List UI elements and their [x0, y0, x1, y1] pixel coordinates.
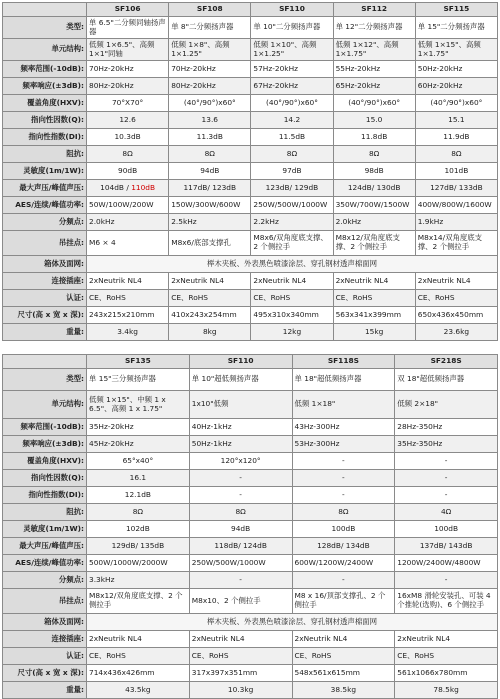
spec-row — [3, 436, 498, 453]
spec-cell: 410x243x254mm — [169, 307, 251, 324]
spec-cell: 35Hz-350Hz — [395, 436, 498, 453]
spec-cell: 123dB/ 129dB — [251, 180, 333, 197]
spec-cell: M8x12/双角度底支撑、2 个侧拉手 — [87, 589, 190, 614]
spec-cell: CE、RoHS — [292, 648, 395, 665]
spec-cell: - — [292, 572, 395, 589]
spec-cell — [87, 180, 169, 197]
spec-cell: 11.5dB — [251, 129, 333, 146]
spec-cell: 67Hz-20kHz — [251, 78, 333, 95]
spec-cell: 563x341x399mm — [333, 307, 415, 324]
spec-cell: CE、RoHS — [189, 648, 292, 665]
spec-cell: 8Ω — [189, 504, 292, 521]
row-label: 覆盖角度(HXV): — [3, 95, 87, 112]
row-label: 最大声压/峰值声压: — [3, 180, 87, 197]
spec-cell: M8x6/双角度底支撑、2 个侧拉手 — [251, 231, 333, 256]
spec-cell: 8Ω — [87, 146, 169, 163]
spec-row — [3, 648, 498, 665]
row-label: 尺寸(高 x 宽 x 深): — [3, 665, 87, 682]
model-header-sf118s: SF118S — [292, 355, 395, 369]
spec-row — [3, 504, 498, 521]
spec-row — [3, 521, 498, 538]
row-label: AES/连续/峰值功率: — [3, 555, 87, 572]
row-label: 重量: — [3, 324, 87, 341]
enclosure-value: 榉木夹板、外表黑色喷漆涂层、穿孔钢材透声棉面网 — [87, 614, 498, 631]
spec-cell: 低频 1×10"、高频 1×1.25" — [251, 39, 333, 61]
spec-cell: 1200W/2400W/4800W — [395, 555, 498, 572]
spec-cell: 12kg — [251, 324, 333, 341]
spec-row — [3, 614, 498, 631]
spec-cell: - — [189, 572, 292, 589]
spec-cell: 94dB — [169, 163, 251, 180]
spec-cell: 单 10"二分频扬声器 — [251, 17, 333, 39]
spec-cell: 16.1 — [87, 470, 190, 487]
spec-cell: 8Ω — [251, 146, 333, 163]
spec-cell: 600W/1200W/2400W — [292, 555, 395, 572]
spec-row — [3, 129, 498, 146]
spec-cell: 单 10"超低频扬声器 — [189, 369, 292, 391]
row-label: 认证: — [3, 290, 87, 307]
spec-row — [3, 631, 498, 648]
spec-cell: 15.1 — [415, 112, 497, 129]
spec-cell: CE、RoHS — [87, 290, 169, 307]
spec-cell: 2xNeutrik NL4 — [333, 273, 415, 290]
spec-cell: 35Hz-20kHz — [87, 419, 190, 436]
spec-cell: 2.5kHz — [169, 214, 251, 231]
spec-cell: 50W/100W/200W — [87, 197, 169, 214]
spec-cell: 129dB/ 135dB — [87, 538, 190, 555]
row-label: 指向性指数(DI): — [3, 129, 87, 146]
spec-cell: 低频 1×12"、高频 1×1.75" — [333, 39, 415, 61]
spec-cell: 98dB — [333, 163, 415, 180]
spec-row — [3, 39, 498, 61]
spec-cell: 65Hz-20kHz — [333, 78, 415, 95]
model-header-sf112: SF112 — [333, 3, 415, 17]
spec-row — [3, 61, 498, 78]
spec-row — [3, 78, 498, 95]
spec-cell: 45Hz-20kHz — [87, 436, 190, 453]
model-header-sf135: SF135 — [87, 355, 190, 369]
spec-cell: 127dB/ 133dB — [415, 180, 497, 197]
spec-cell: 43Hz-300Hz — [292, 419, 395, 436]
spec-cell: 100dB — [292, 521, 395, 538]
spec-cell: 单 18"超低频扬声器 — [292, 369, 395, 391]
spec-cell: - — [292, 453, 395, 470]
spec-row — [3, 197, 498, 214]
model-header-sf108: SF108 — [169, 3, 251, 17]
spec-row — [3, 555, 498, 572]
row-label: 阻抗: — [3, 504, 87, 521]
row-label: 认证: — [3, 648, 87, 665]
spec-cell: 低频 1×6.5"、高频 1×1"同轴 — [87, 39, 169, 61]
row-label: AES/连续/峰值功率: — [3, 197, 87, 214]
spec-cell: 8Ω — [333, 146, 415, 163]
spec-cell: 60Hz-20kHz — [415, 78, 497, 95]
spec-cell: 350W/700W/1500W — [333, 197, 415, 214]
spec-cell: (40°/90°)x60° — [333, 95, 415, 112]
spec-cell: 250W/500W/1000W — [189, 555, 292, 572]
spec-cell: 128dB/ 134dB — [292, 538, 395, 555]
spec-cell: 低频 2×18" — [395, 391, 498, 419]
spec-cell: (40°/90°)x60° — [251, 95, 333, 112]
row-label: 指向性因数(Q): — [3, 112, 87, 129]
spec-cell: M8x6/底部支撑孔 — [169, 231, 251, 256]
spec-row — [3, 163, 498, 180]
spec-row — [3, 214, 498, 231]
spec-cell: 2xNeutrik NL4 — [292, 631, 395, 648]
spec-table-sf-sub — [2, 354, 498, 699]
spec-cell: - — [395, 572, 498, 589]
enclosure-value: 榉木夹板、外表黑色喷漆涂层、穿孔钢材透声棉面网 — [87, 256, 498, 273]
spec-row — [3, 17, 498, 39]
spec-row — [3, 290, 498, 307]
spec-cell: 8Ω — [169, 146, 251, 163]
spec-cell: 16xM8 滑轮安装孔、可装 4 个推轮(选购)、6 个侧拉手 — [395, 589, 498, 614]
spec-cell: CE、RoHS — [251, 290, 333, 307]
spec-cell: 2xNeutrik NL4 — [189, 631, 292, 648]
spec-row — [3, 112, 498, 129]
row-label: 类型: — [3, 17, 87, 39]
spec-cell: 80Hz-20kHz — [87, 78, 169, 95]
row-label: 指向性因数(Q): — [3, 470, 87, 487]
spec-cell: 4Ω — [395, 504, 498, 521]
spec-cell: 单 15"三分频扬声器 — [87, 369, 190, 391]
row-label: 灵敏度(1m/1W): — [3, 521, 87, 538]
spec-cell: 3.4kg — [87, 324, 169, 341]
max-spl-value: 104dB / — [100, 182, 129, 192]
row-label: 阻抗: — [3, 146, 87, 163]
spec-cell: 120°x120° — [189, 453, 292, 470]
spec-cell: 10.3kg — [189, 682, 292, 699]
spec-cell: 317x397x351mm — [189, 665, 292, 682]
spec-cell: 13.6 — [169, 112, 251, 129]
row-label: 类型: — [3, 369, 87, 391]
row-label: 连接插座: — [3, 631, 87, 648]
spec-cell: - — [189, 470, 292, 487]
spec-cell: 650x436x450mm — [415, 307, 497, 324]
row-label: 分频点: — [3, 572, 87, 589]
model-header-sf110: SF110 — [251, 3, 333, 17]
spec-cell: 80Hz-20kHz — [169, 78, 251, 95]
row-label: 灵敏度(1m/1W): — [3, 163, 87, 180]
spec-cell: 2xNeutrik NL4 — [415, 273, 497, 290]
spec-cell: 11.9dB — [415, 129, 497, 146]
row-label: 最大声压/峰值声压: — [3, 538, 87, 555]
spec-cell: 50Hz-20kHz — [415, 61, 497, 78]
spec-row — [3, 231, 498, 256]
spec-cell: 2xNeutrik NL4 — [395, 631, 498, 648]
spec-cell: M8x10、2 个侧拉手 — [189, 589, 292, 614]
model-header-sf218s: SF218S — [395, 355, 498, 369]
spec-cell: 单 6.5"二分频同轴扬声器 — [87, 17, 169, 39]
spec-cell: 28Hz-350Hz — [395, 419, 498, 436]
model-header-sf110: SF110 — [189, 355, 292, 369]
spec-cell: 38.5kg — [292, 682, 395, 699]
spec-cell: 243x215x210mm — [87, 307, 169, 324]
spec-cell: 15kg — [333, 324, 415, 341]
spec-cell: 100dB — [395, 521, 498, 538]
spec-cell: 2.0kHz — [333, 214, 415, 231]
spec-cell: - — [292, 470, 395, 487]
spec-row — [3, 369, 498, 391]
row-label: 频率范围(-10dB): — [3, 61, 87, 78]
spec-row — [3, 419, 498, 436]
spec-cell: 1x10"低频 — [189, 391, 292, 419]
spec-cell: 101dB — [415, 163, 497, 180]
spec-cell: 低频 1×18" — [292, 391, 395, 419]
spec-cell: 70°X70° — [87, 95, 169, 112]
spec-cell: M8 x 16/顶部支撑孔、2 个侧拉手 — [292, 589, 395, 614]
spec-cell: 11.3dB — [169, 129, 251, 146]
spec-cell: - — [395, 470, 498, 487]
spec-cell: 400W/800W/1600W — [415, 197, 497, 214]
spec-row — [3, 324, 498, 341]
spec-cell: 14.2 — [251, 112, 333, 129]
spec-cell: 40Hz-1kHz — [189, 419, 292, 436]
spec-row — [3, 95, 498, 112]
spec-cell: 8Ω — [87, 504, 190, 521]
spec-cell: M8x12/双角度底支撑、2 个侧拉手 — [333, 231, 415, 256]
spec-cell: 548x561x615mm — [292, 665, 395, 682]
spec-cell: 11.8dB — [333, 129, 415, 146]
spec-cell: (40°/90°)x60° — [169, 95, 251, 112]
spec-cell: 单 15"二分频扬声器 — [415, 17, 497, 39]
spec-cell: 102dB — [87, 521, 190, 538]
spec-row — [3, 453, 498, 470]
spec-cell: 3.3kHz — [87, 572, 190, 589]
peak-spl-value: 110dB — [128, 182, 156, 192]
spec-cell: 53Hz-300Hz — [292, 436, 395, 453]
spec-cell: 2xNeutrik NL4 — [169, 273, 251, 290]
spec-row — [3, 538, 498, 555]
spec-cell: 250W/500W/1000W — [251, 197, 333, 214]
spec-cell: (40°/90°)x60° — [415, 95, 497, 112]
spec-row — [3, 665, 498, 682]
spec-cell: CE、RoHS — [87, 648, 190, 665]
spec-cell: 1.9kHz — [415, 214, 497, 231]
spec-row — [3, 682, 498, 699]
row-label: 箱体及面网: — [3, 256, 87, 273]
spec-cell: 双 18"超低频扬声器 — [395, 369, 498, 391]
row-label: 分频点: — [3, 214, 87, 231]
row-label: 箱体及面网: — [3, 614, 87, 631]
spec-table-sf1xx — [2, 2, 498, 341]
model-header-sf115: SF115 — [415, 3, 497, 17]
row-label: 吊挂点: — [3, 589, 87, 614]
spec-cell: 8Ω — [415, 146, 497, 163]
spec-cell: 55Hz-20kHz — [333, 61, 415, 78]
model-header-sf106: SF106 — [87, 3, 169, 17]
spec-cell: 12.1dB — [87, 487, 190, 504]
spec-row — [3, 180, 498, 197]
spec-cell: 单 12"二分频扬声器 — [333, 17, 415, 39]
spec-cell: 12.6 — [87, 112, 169, 129]
spec-row — [3, 307, 498, 324]
spec-cell: 495x310x340mm — [251, 307, 333, 324]
row-label: 频率范围(-10dB): — [3, 419, 87, 436]
spec-cell: 714x436x426mm — [87, 665, 190, 682]
header-blank — [3, 3, 87, 17]
spec-cell: 561x1066x780mm — [395, 665, 498, 682]
row-label: 重量: — [3, 682, 87, 699]
row-label: 覆盖角度(HXV): — [3, 453, 87, 470]
row-label: 吊挂点: — [3, 231, 87, 256]
spec-cell: 118dB/ 124dB — [189, 538, 292, 555]
spec-cell: 57Hz-20kHz — [251, 61, 333, 78]
row-label: 单元结构: — [3, 391, 87, 419]
spec-cell: 70Hz-20kHz — [87, 61, 169, 78]
spec-cell: M6 × 4 — [87, 231, 169, 256]
spec-row — [3, 273, 498, 290]
spec-cell: 单 8"二分频扬声器 — [169, 17, 251, 39]
spec-cell: 78.5kg — [395, 682, 498, 699]
spec-cell: - — [395, 453, 498, 470]
spec-cell: 2.2kHz — [251, 214, 333, 231]
spec-cell: 低频 1×8"、高频 1×1.25" — [169, 39, 251, 61]
spec-row — [3, 470, 498, 487]
spec-cell: CE、RoHS — [169, 290, 251, 307]
spec-cell: 2.0kHz — [87, 214, 169, 231]
spec-cell: 低频 1×15"、中频 1 x 6.5"、高频 1 x 1.75" — [87, 391, 190, 419]
spec-cell: 8Ω — [292, 504, 395, 521]
spec-cell: 97dB — [251, 163, 333, 180]
row-label: 指向性指数(DI): — [3, 487, 87, 504]
spec-cell: - — [189, 487, 292, 504]
spec-row — [3, 146, 498, 163]
spec-row — [3, 487, 498, 504]
spec-cell: 94dB — [189, 521, 292, 538]
spec-cell: 117dB/ 123dB — [169, 180, 251, 197]
spec-row — [3, 256, 498, 273]
row-label: 频率响应(±3dB): — [3, 78, 87, 95]
spec-cell: 10.3dB — [87, 129, 169, 146]
spec-cell: 70Hz-20kHz — [169, 61, 251, 78]
header-blank — [3, 355, 87, 369]
spec-cell: 137dB/ 143dB — [395, 538, 498, 555]
spec-cell: - — [292, 487, 395, 504]
spec-cell: 124dB/ 130dB — [333, 180, 415, 197]
spec-cell: CE、RoHS — [395, 648, 498, 665]
row-label: 连接插座: — [3, 273, 87, 290]
spec-cell: 500W/1000W/2000W — [87, 555, 190, 572]
spec-cell: - — [395, 487, 498, 504]
spec-cell: 150W/300W/600W — [169, 197, 251, 214]
spec-cell: 2xNeutrik NL4 — [87, 631, 190, 648]
row-label: 单元结构: — [3, 39, 87, 61]
spec-cell: M8x14/双角度底支撑、2 个侧拉手 — [415, 231, 497, 256]
spec-cell: CE、RoHS — [333, 290, 415, 307]
spec-cell: 低频 1×15"、高频 1×1.75" — [415, 39, 497, 61]
spec-cell: 90dB — [87, 163, 169, 180]
spec-row — [3, 589, 498, 614]
spec-cell: 23.6kg — [415, 324, 497, 341]
spec-cell: 2xNeutrik NL4 — [87, 273, 169, 290]
spec-row — [3, 391, 498, 419]
spec-cell: 50Hz-1kHz — [189, 436, 292, 453]
row-label: 尺寸(高 x 宽 x 深): — [3, 307, 87, 324]
spec-cell: 43.5kg — [87, 682, 190, 699]
spec-row — [3, 572, 498, 589]
spec-cell: 8kg — [169, 324, 251, 341]
spec-cell: 65°x40° — [87, 453, 190, 470]
row-label: 频率响应(±3dB): — [3, 436, 87, 453]
spec-cell: CE、RoHS — [415, 290, 497, 307]
spec-cell: 2xNeutrik NL4 — [251, 273, 333, 290]
spec-cell: 15.0 — [333, 112, 415, 129]
